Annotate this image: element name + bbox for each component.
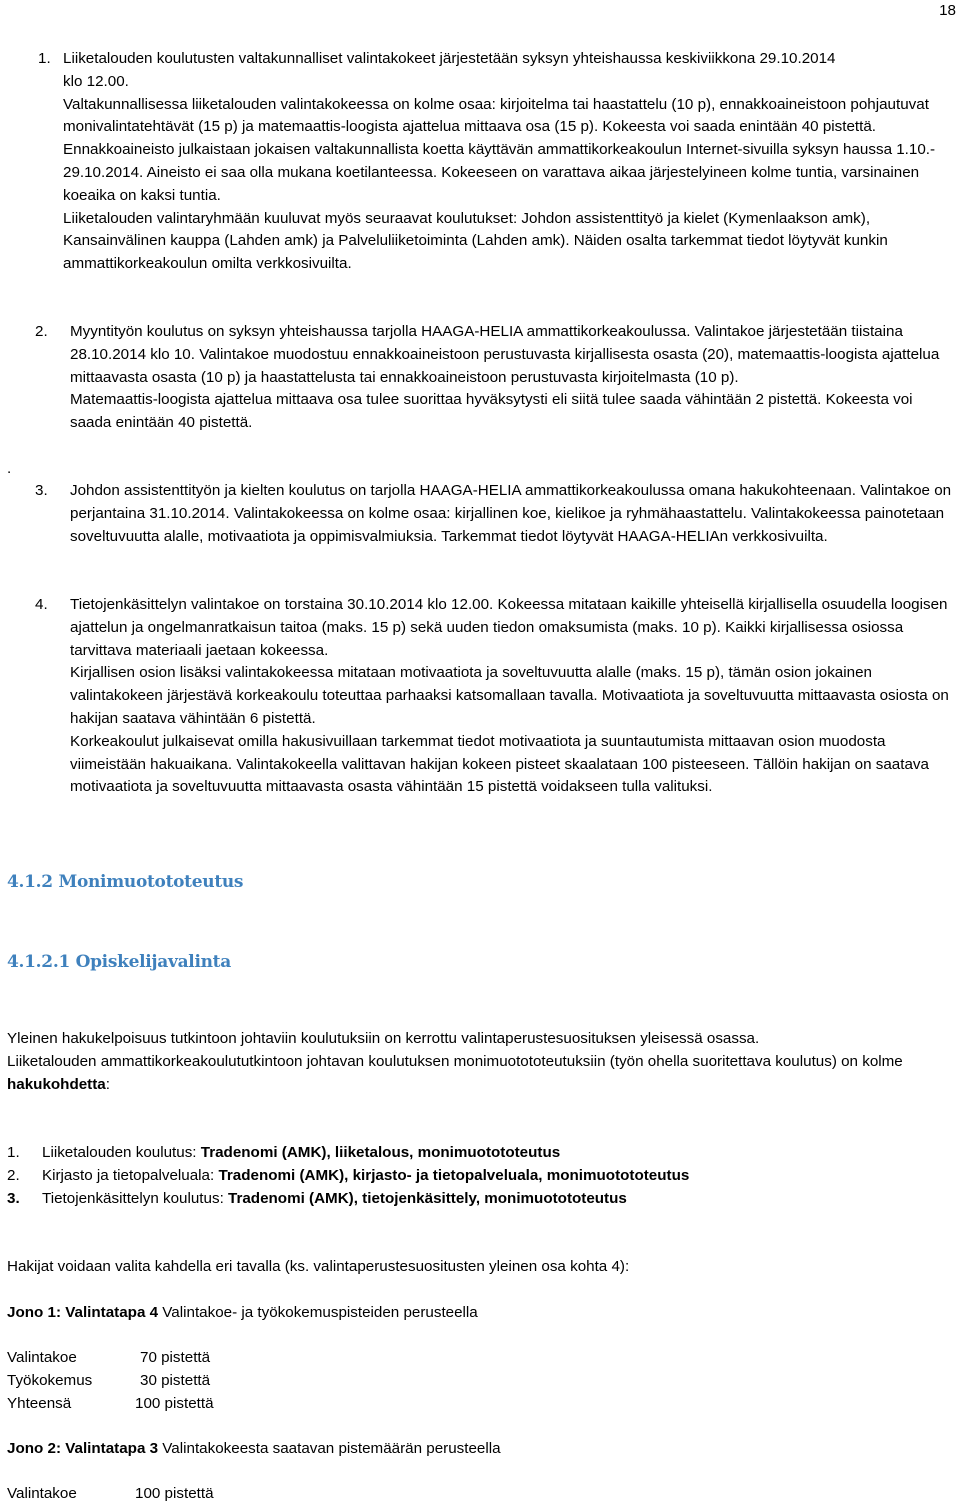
- list-number: 3.: [7, 1190, 20, 1207]
- list-number: 2.: [7, 1167, 20, 1184]
- list-paragraph: Myyntityön koulutus on syksyn yhteishaussa tarjolla HAAGA-HELIA ammattikorkeakoulussa. Valintakoe järjestetään tiistaina 28.10.2014 klo 10. Valintakoe muodostuu ennakkoaineistoon perustuvasta kirjallisesta osasta (20), matemaattis-loogista ajattelua mittaavasta osasta (10 p) ja haastattelusta tai ennakkoaineistoon perustuvasta kirjoitelmasta (10 p).: [70, 323, 940, 386]
- points-label: Valintakoe: [7, 1485, 77, 1502]
- hakukohde-degree: Tradenomi (AMK), kirjasto- ja tietopalveluala, monimuotototeutus: [218, 1167, 690, 1184]
- hakukohde-label: Tietojenkäsittelyn koulutus:: [42, 1190, 229, 1207]
- section-heading: 4.1.2 Monimuotototeutus: [7, 872, 244, 892]
- intro-line-2: Liiketalouden ammattikorkeakoulututkintoon johtavan koulutuksen monimuotototeutuksiin (työn ohella suoritettava koulutus) on kolme hakukohdetta:: [7, 1052, 903, 1093]
- list-number: 3.: [35, 482, 48, 499]
- page-number: 18: [939, 2, 956, 19]
- points-value: 70 pistettä: [140, 1349, 211, 1366]
- list-paragraph: Kirjallisen osion lisäksi valintakokeessa mitataan motivaatiota ja soveltuvuutta alalle (maks. 15 p), tämän osion jokainen valintakokeen järjestävä korkeakoulu toteuttaa parhaaksi katsomallaan tavalla. Motivaatiota ja soveltuvuutta mittaavasta osiosta on hakijan saatava vähintään 6 pistettä.: [70, 664, 949, 727]
- points-label: Työkokemus: [7, 1371, 93, 1389]
- list-number: 1.: [7, 1144, 20, 1161]
- points-value: 100 pistettä: [135, 1485, 214, 1502]
- list-paragraph: Liiketalouden valintaryhmään kuuluvat myös seuraavat koulutukset: Johdon assistenttityö ja kielet (Kymenlaakson amk), Kansainvälinen kauppa (Lahden amk) ja Palveluliiketoiminta (Lahden amk). Näiden osalta tarkemmat tiedot löytyvät kunkin ammattikorkeakoulun omilta verkkosivuilta.: [63, 209, 888, 273]
- points-value: 100 pistettä: [135, 1394, 214, 1412]
- list-number: 4.: [35, 596, 48, 613]
- list-paragraph: Liiketalouden koulutusten valtakunnalliset valintakokeet järjestetään syksyn yhteishaussa keskiviikkona 29.10.2014 klo 12.00.: [63, 50, 836, 90]
- ways-text: Hakijat voidaan valita kahdella eri tavalla (ks. valintaperustesuositusten yleinen osa kohta 4):: [7, 1258, 630, 1275]
- hakukohdetta-bold: hakukohdetta: [7, 1075, 106, 1093]
- list-paragraph: Korkeakoulut julkaisevat omilla hakusivuillaan tarkemmat tiedot motivaatiota ja suuntautumista mittaavan osion muodosta viimeistään hakuaikana. Valintakokeella valittavan hakijan kokeen pisteet skaalataan 100 pisteeseen. Tällöin hakijan on saatava motivaatiota ja soveltuvuutta mittaavasta osasta vähintään 15 pistettä voidakseen tulla valituksi.: [70, 732, 929, 796]
- points-value: 30 pistettä: [140, 1371, 211, 1389]
- stray-mark: .: [7, 460, 12, 477]
- list-paragraph: Johdon assistenttityön ja kielten koulutus on tarjolla HAAGA-HELIA ammattikorkeakoulussa omana hakukohteenaan. Valintakoe on perjantaina 31.10.2014. Valintakokeessa on kolme osaa: kirjallinen koe, kielikoe ja ryhmähaastattelu. Valintakokeessa painotetaan soveltuvuutta alalle, motivaatiota ja oppimisvalmiuksia. Tarkemmat tiedot löytyvät HAAGA-HELIAn verkkosivuilta.: [70, 482, 952, 545]
- list-number: 1.: [38, 50, 51, 67]
- hakukohde-label: Kirjasto ja tietopalveluala:: [42, 1167, 219, 1184]
- list-paragraph: Valtakunnallisessa liiketalouden valintakokeessa on kolme osaa: kirjoitelma tai haastattelu (10 p), ennakkoaineistoon pohjautuvat monivalintatehtävät (15 p) ja matemaattis-loogista ajattelua mittaava osa (15 p). Kokeesta voi saada enintään 40 pistettä. Ennakkoaineisto julkaistaan jokaisen valtakunnallista koetta käyttävän ammattikorkeakoulun Internet-sivuilla syksyn haussa 1.10.- 29.10.2014. Aineisto ei saa olla mukana koetilanteessa. Kokeeseen on varattava aikaa järjestelyineen kolme tuntia, varsinainen koeaika on kaksi tuntia.: [63, 95, 936, 204]
- intro-line-1: Yleinen hakukelpoisuus tutkintoon johtaviin koulutuksiin on kerrottu valintaperustesuosituksen yleisessä osassa.: [7, 1030, 760, 1047]
- subsection-heading: 4.1.2.1 Opiskelijavalinta: [7, 952, 231, 972]
- jono-2-heading: Jono 2: Valintatapa 3 Valintakokeesta saatavan pistemäärän perusteella: [7, 1440, 501, 1457]
- hakukohde-label: Liiketalouden koulutus:: [42, 1144, 201, 1161]
- list-paragraph: Tietojenkäsittelyn valintakoe on torstaina 30.10.2014 klo 12.00. Kokeessa mitataan kaikille yhteisellä kirjallisella osuudella loogisen ajattelun ja ongelmanratkaisun taitoa (maks. 15 p) sekä uuden tiedon omaksumista (maks. 10 p). Kaikki kirjallisessa osiossa tarvittava materiaali jaetaan kokeessa.: [70, 596, 948, 659]
- list-number: 2.: [35, 323, 48, 340]
- list-paragraph: Matemaattis-loogista ajattelua mittaava osa tulee suorittaa hyväksytysti eli siitä tulee saada vähintään 2 pistettä. Kokeesta voi saada enintään 40 pistettä.: [70, 391, 913, 432]
- intro-paragraph: [7, 1028, 907, 1096]
- points-label: Valintakoe: [7, 1349, 77, 1366]
- hakukohde-degree: Tradenomi (AMK), liiketalous, monimuotototeutus: [200, 1144, 561, 1161]
- hakukohde-degree: Tradenomi (AMK), tietojenkäsittely, monimuotototeutus: [228, 1190, 627, 1207]
- points-label: Yhteensä: [7, 1394, 72, 1412]
- jono-1-heading: Jono 1: Valintatapa 4 Valintakoe- ja työkokemuspisteiden perusteella: [7, 1304, 478, 1321]
